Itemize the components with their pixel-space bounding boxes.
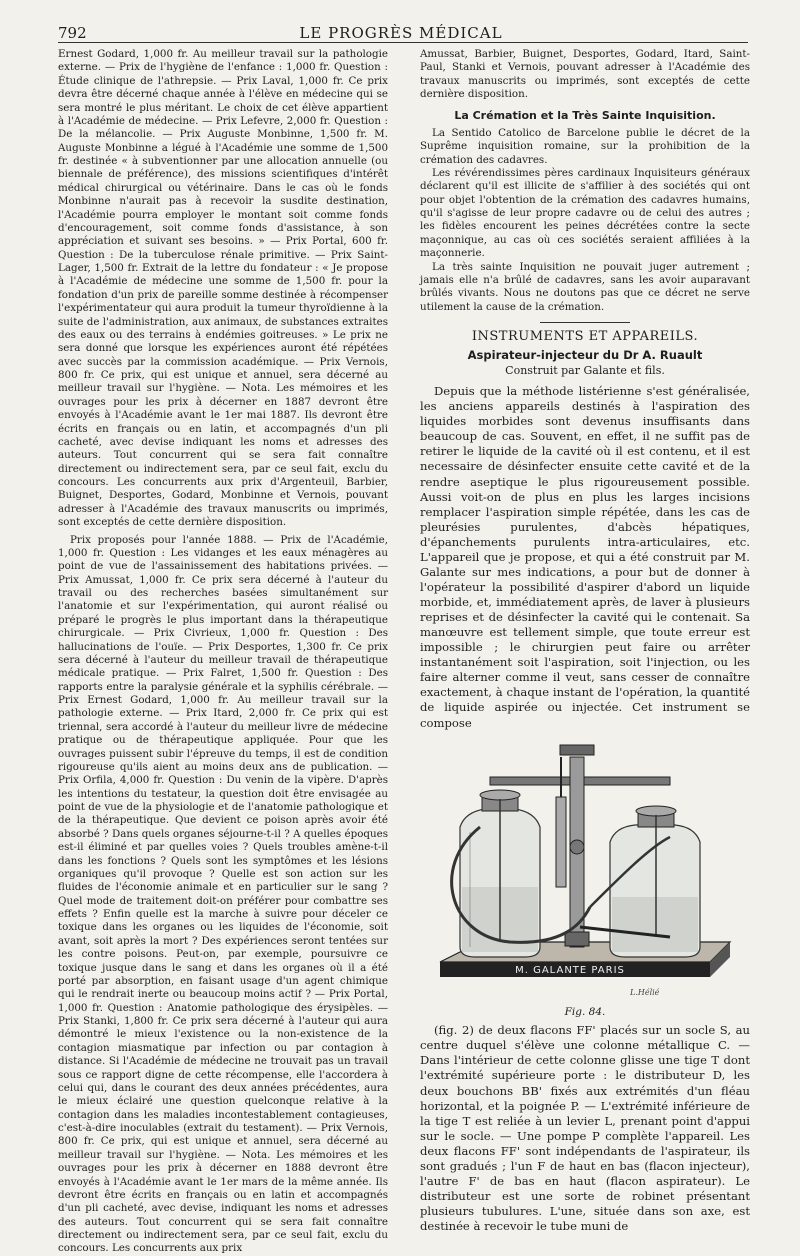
aspirator-illustration (420, 737, 750, 1002)
cremation-title: La Crémation et la Très Sainte Inquisition. (454, 108, 716, 122)
header-rule (58, 42, 748, 43)
aspirator-figure (420, 737, 750, 1002)
section-title: INSTRUMENTS ET APPAREILS. (471, 329, 699, 345)
left-column (58, 48, 388, 1255)
cremation-paragraph-1: La Sentido Catolico de Barcelone publie le décret de la Suprême inquisition romaine, sur la prohibition de la crémation des cadavres. (420, 126, 750, 166)
section-divider (540, 322, 630, 323)
journal-title: LE PROGRÈS MÉDICAL (299, 24, 503, 42)
cremation-paragraph-3: La très sainte Inquisition ne pouvait juger autrement ; jamais elle n'a brûlé de cadavres, sans les avoir auparavant brûlés vivants. Nous ne doutons pas que ce décret ne serve utilement la cause de la crémation. (420, 260, 750, 313)
page-number: 792 (58, 24, 87, 42)
figure-caption: Fig. 84. (564, 1005, 606, 1018)
cremation-paragraph-2: Les révérendissimes pères cardinaux Inquisiteurs généraux déclarent qu'il est illicite de s'affilier à des sociétés qui ont pour objet l'obtention de la crémation des cadavres humains, qu'il s'agisse de leur propre cadavre ou de celui des autres ; les fidèles encourent les peines décrétées contre la secte maçonnique, au cas où ces sociétés seraient affiliées à la maçonnerie. (420, 166, 750, 260)
figure-signature: L.Hélié (630, 987, 660, 997)
figure-brand: M. GALANTE PARIS (515, 964, 625, 976)
article-title: Aspirateur-injecteur du Dr A. Ruault (467, 347, 703, 362)
article-subtitle: Construit par Galante et fils. (505, 363, 665, 377)
right-column (420, 48, 750, 1234)
prize-list-1887: Ernest Godard, 1,000 fr. Au meilleur travail sur la pathologie externe. — Prix de l'hygiène de l'enfance : 1,000 fr. Question : Étude clinique de l'athrepsie. — Prix Laval, 1,000 fr. Ce prix devra être décerné chaque année à l'élève en médecine qui se sera montré le plus méritant. Le choix de cet élève appartient à l'Académie de médecine. — Prix Lefevre, 2,000 fr. Question : De la mélancolie. — Prix Auguste Monbinne, 1,500 fr. M. Auguste Monbinne a légué à l'Académie une somme de 1,500 fr. destinée « à subventionner par une allocation annuelle (ou biennale de préférence), des missions scientifiques d'intérêt médical chirurgical ou vétérinaire. Dans le cas où le fonds Monbinne n'aurait pas à recevoir la susdite destination, l'Académie pourra employer le montant soit comme fonds d'encouragement, soit comme fonds d'assistance, à son appréciation et suivant ses besoins. » — Prix Portal, 600 fr. Question : De la tuberculose rénale primitive. — Prix Saint-Lager, 1,500 fr. Extrait de la lettre du fondateur : « Je propose à l'Académie de médecine une somme de 1,500 fr. pour la fondation d'un prix de pareille somme destinée à récompenser l'expérimentateur qui aura produit la tumeur thyroïdienne à la suite de l'administration, aux animaux, de substances extraites des eaux ou des terrains à endémies goitreuses. » Le prix ne sera donné que lorsque les expériences auront été répétées avec succès par la commission académique. — Prix Vernois, 800 fr. Ce prix, qui est unique et annuel, sera décerné au meilleur travail sur l'hygiène. — Nota. Les mémoires et les ouvrages pour les prix à décerner en 1887 devront être envoyés à l'Académie avant le 1er mai 1887. Ils devront être écrits en français ou en latin, et accompagnés d'un pli cacheté, avec devise indiquant les noms et adresses des auteurs. Tout concurrent qui se sera fait connaître directement ou indirectement sera, par ce seul fait, exclu du concours. Les concurrents aux prix d'Argenteuil, Barbier, Buignet, Desportes, Godard, Monbinne et Vernois, pouvant adresser à l'Académie des travaux manuscrits ou imprimés, sont exceptés de cette dernière disposition. (58, 48, 388, 529)
page-header (58, 22, 744, 44)
prize-list-1888: Prix proposés pour l'année 1888. — Prix de l'Académie, 1,000 fr. Question : Les vidanges et les eaux ménagères au point de vue de l'assainissement des habitations privées. — Prix Amussat, 1,000 fr. Ce prix sera décerné à l'auteur du travail ou des recherches basées simultanément sur l'anatomie et sur l'expérimentation, qui auront réalisé ou préparé le progrès le plus important dans la thérapeutique chirurgicale. — Prix Civrieux, 1,000 fr. Question : Des hallucinations de l'ouïe. — Prix Desportes, 1,300 fr. Ce prix sera décerné à l'auteur du meilleur travail de thérapeutique médicale pratique. — Prix Falret, 1,500 fr. Question : Des rapports entre la paralysie générale et la syphilis cérébrale. — Prix Ernest Godard, 1,000 fr. Au meilleur travail sur la pathologie externe. — Prix Itard, 2,000 fr. Ce prix qui est triennal, sera accordé à l'auteur du meilleur livre de médecine pratique ou de thérapeutique appliquée. Pour que les ouvrages puissent subir l'épreuve du temps, il est de condition rigoureuse qu'ils aient au moins deux ans de publication. — Prix Orfila, 4,000 fr. Question : Du venin de la vipère. D'après les intentions du testateur, la question doit être envisagée au point de vue de la physiologie et de l'anatomie pathologique et de la thérapeutique. Que devient ce poison après avoir été absorbé ? Dans quels organes séjourne-t-il ? A quelles époques est-il éliminé et par quelles voies ? Quels troubles amène-t-il dans les fonctions ? Quels sont les symptômes et les lésions organiques qu'il provoque ? Quelle est son action sur les fluides de l'économie animale et en particulier sur le sang ? Quel mode de traitement doit-on préférer pour combattre ses effets ? Enfin quelle est la marche à suivre pour déceler ce toxique dans les organes ou les liquides de l'économie, soit avant, soit après la mort ? Des expériences seront tentées sur les contre poisons. Peut-on, par exemple, poursuivre ce toxique jusque dans le sang et dans les organes où il a été porté par absorption, en faisant usage d'un agent chimique qui le rendrait inerte ou beaucoup moins actif ? — Prix Portal, 1,000 fr. Question : Anatomie pathologique des érysipèles. — Prix Stanki, 1,800 fr. Ce prix sera décerné à l'auteur qui aura démontré le mieux l'existence ou la non-existence de la contagion miasmatique par infection ou par contagion à distance. Si l'Académie de médecine ne trouvait pas un travail sous ce rapport digne de cette récompense, elle l'accordera à celui qui, dans le courant des deux années précédentes, aura le mieux éclairé une question quelconque relative à la contagion dans les maladies incontestablement contagieuses, c'est-à-dire inoculables (extrait du testament). — Prix Vernois, 800 fr. Ce prix, qui est unique et annuel, sera décerné au meilleur travail sur l'hygiène. — Nota. Les mémoires et les ouvrages pour les prix à décerner en 1888 devront être envoyés à l'Académie avant le 1er mars de la même année. Ils devront être écrits en français ou en latin et accompagnés d'un pli cacheté, avec devise, indiquant les noms et adresses des auteurs. Tout concurrent qui se sera fait connaître directement ou indirectement sera, par ce seul fait, exclu du concours. Les concurrents aux prix (58, 533, 388, 1255)
article-paragraph-1: Depuis que la méthode listérienne s'est généralisée, les anciens appareils destinés à l'aspiration des liquides morbides sont devenus insuffisants dans beaucoup de cas. Souvent, en effet, il ne suffit pas de retirer le liquide de la cavité où il est contenu, et il est necessaire de désinfecter ensuite cette cavité et de la rendre aseptique le plus rigoureusement possible. Aussi voit-on de plus en plus les larges incisions remplacer l'aspiration simple répétée, dans les cas de pleurésies purulentes, d'abcès hépatiques, d'épanchements purulents intra-articulaires, etc. L'appareil que je propose, et qui a été construit par M. Galante sur mes indications, a pour but de donner à l'opérateur la possibilité d'aspirer d'abord un liquide morbide, et, immédiatement après, de laver à plusieurs reprises et de désinfecter la cavité qui le contenait. Sa manœuvre est tellement simple, que toute erreur est impossible ; le chirurgien peut faire ou arrêter instantanément soit l'aspiration, soit l'injection, ou les faire alterner comme il veut, sans cesser de connaître exactement, à chaque instant de l'opération, la quantité de liquide aspirée ou injectée. Cet instrument se compose (420, 384, 750, 730)
prize-list-continuation: Amussat, Barbier, Buignet, Desportes, Godard, Itard, Saint-Paul, Stanki et Vernois, pouvant adresser à l'Académie des travaux manuscrits ou imprimés, sont exceptés de cette dernière disposition. (420, 48, 750, 101)
article-paragraph-2: (fig. 2) de deux flacons FF' placés sur un socle S, au centre duquel s'élève une colonne métallique C. — Dans l'intérieur de cette colonne glisse une tige T dont l'extrémité supérieure porte : le distributeur D, les deux bouchons BB' fixés aux extrémités d'un fléau horizontal, et la poignée P. — L'extrémité inférieure de la tige T est reliée à un levier L, prenant point d'appui sur le socle. — Une pompe P complète l'appareil. Les deux flacons FF' sont indépendants de l'aspirateur, ils sont gradués ; l'un F de haut en bas (flacon injecteur), l'autre F' de bas en haut (flacon aspirateur). Le distributeur est une sorte de robinet présentant plusieurs tubulures. L'une, située dans son axe, est destinée à recevoir le tube muni de (420, 1023, 750, 1234)
